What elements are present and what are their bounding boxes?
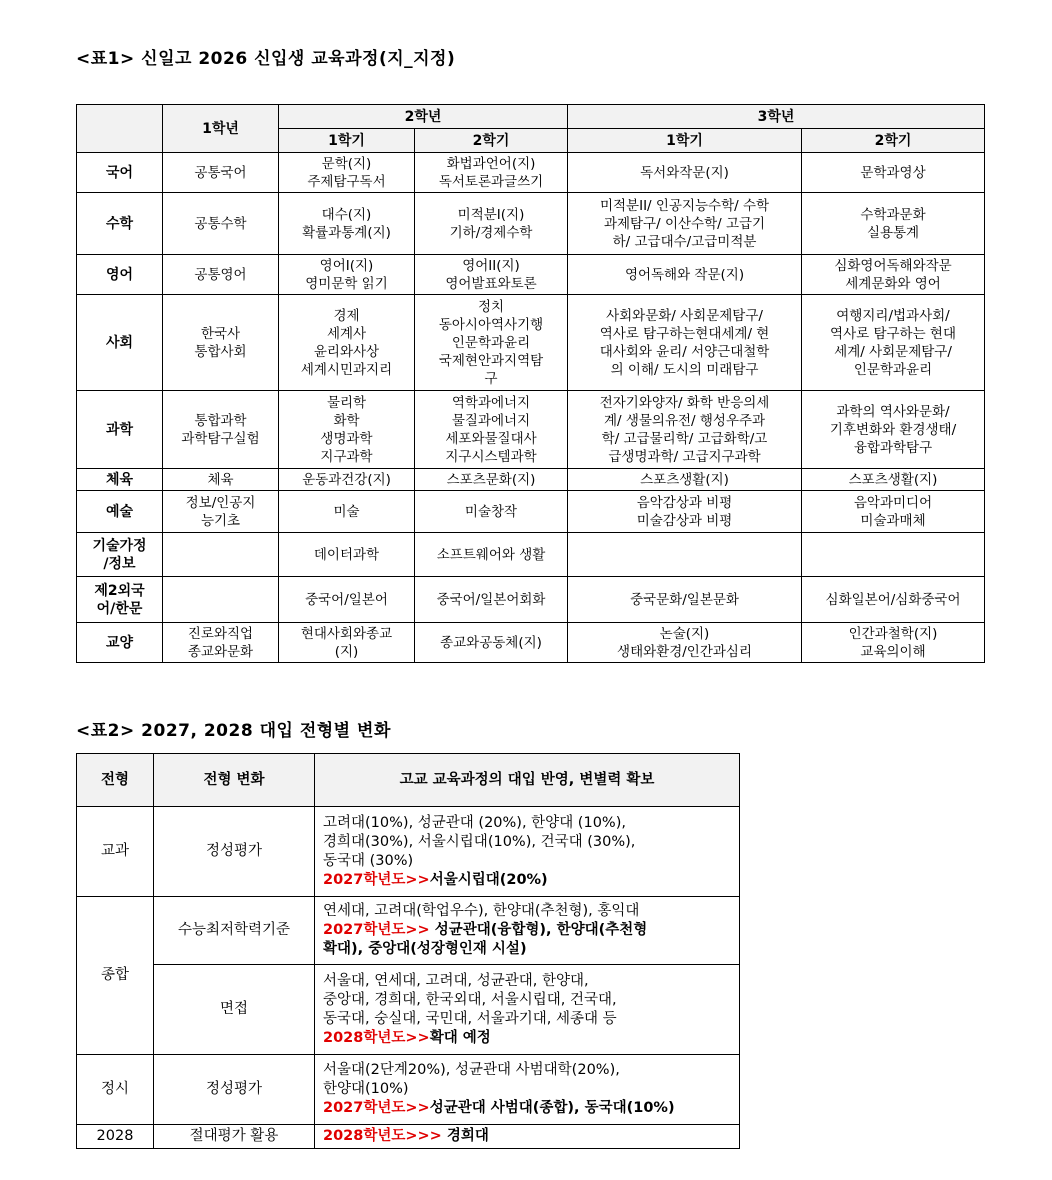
detail-cell	[315, 1125, 740, 1149]
year-highlight: 2028학년도>>	[323, 1029, 430, 1046]
subject-cell: 과학	[77, 391, 163, 469]
detail-note	[323, 1099, 731, 1118]
type-cell: 종합	[77, 897, 154, 1055]
g3s1-cell: 스포츠생활(지)	[568, 469, 802, 491]
g3s1-cell: 미적분II/ 인공지능수학/ 수학 과제탐구/ 이산수학/ 고급기 하/ 고급대수/고급미적분	[568, 193, 802, 255]
header-type: 전형	[77, 754, 154, 807]
year-highlight: 2027학년도>>	[323, 922, 430, 938]
header-reflect: 고교 교육과정의 대입 반영, 변별력 확보	[315, 754, 740, 807]
detail-line: 경희대(30%), 서울시립대(10%), 건국대 (30%),	[323, 833, 636, 850]
detail-note	[323, 871, 731, 890]
header-g3-sem1: 1학기	[568, 129, 802, 153]
detail-note	[323, 921, 731, 940]
header-g3-sem2: 2학기	[802, 129, 985, 153]
table1-title: <표1> 신일고 2026 신입생 교육과정(지_지정)	[76, 49, 456, 69]
header-corner	[77, 105, 163, 153]
grade1-cell: 공통영어	[163, 255, 279, 295]
g2s1-cell: 경제 세계사 윤리와사상 세계시민과지리	[279, 295, 415, 391]
g2s1-cell: 중국어/일본어	[279, 577, 415, 623]
subject-cell: 체육	[77, 469, 163, 491]
type-cell: 2028	[77, 1125, 154, 1149]
subject-cell: 교양	[77, 623, 163, 663]
subject-cell: 제2외국 어/한문	[77, 577, 163, 623]
grade1-cell	[163, 577, 279, 623]
g2s1-cell: 미술	[279, 491, 415, 533]
g3s2-cell: 여행지리/법과사회/ 역사로 탐구하는 현대 세계/ 사회문제탐구/ 인문학과윤리	[802, 295, 985, 391]
grade1-cell: 정보/인공지 능기초	[163, 491, 279, 533]
detail-cell	[315, 1055, 740, 1125]
g2s1-cell: 대수(지) 확률과통계(지)	[279, 193, 415, 255]
g3s1-cell: 중국문화/일본문화	[568, 577, 802, 623]
g2s2-cell: 미적분I(지) 기하/경제수학	[415, 193, 568, 255]
header-g2-sem1: 1학기	[279, 129, 415, 153]
change-cell: 정성평가	[154, 807, 315, 897]
detail-line: 서울대, 연세대, 고려대, 성균관대, 한양대,	[323, 972, 589, 989]
table2-title: <표2> 2027, 2028 대입 전형별 변화	[76, 721, 391, 741]
g3s1-cell: 사회와문화/ 사회문제탐구/ 역사로 탐구하는현대세계/ 현 대사회와 윤리/ 서양근대철학 의 이해/ 도시의 미래탐구	[568, 295, 802, 391]
g2s2-cell: 스포츠문화(지)	[415, 469, 568, 491]
grade1-cell	[163, 533, 279, 577]
g3s2-cell: 수학과문화 실용통계	[802, 193, 985, 255]
g2s2-cell: 중국어/일본어회화	[415, 577, 568, 623]
grade1-cell: 통합과학 과학탐구실험	[163, 391, 279, 469]
g2s2-cell: 소프트웨어와 생활	[415, 533, 568, 577]
subject-cell: 영어	[77, 255, 163, 295]
g3s1-cell	[568, 533, 802, 577]
g2s1-cell: 현대사회와종교 (지)	[279, 623, 415, 663]
g3s2-cell: 심화영어독해와작문 세계문화와 영어	[802, 255, 985, 295]
g2s2-cell: 화법과언어(지) 독서토론과글쓰기	[415, 153, 568, 193]
header-g2-sem2: 2학기	[415, 129, 568, 153]
header-grade2: 2학년	[279, 105, 568, 129]
grade1-cell: 공통수학	[163, 193, 279, 255]
g3s2-cell: 심화일본어/심화중국어	[802, 577, 985, 623]
detail-line: 동국대 (30%)	[323, 852, 414, 869]
g3s2-cell	[802, 533, 985, 577]
grade1-cell: 진로와직업 종교와문화	[163, 623, 279, 663]
grade1-cell: 체육	[163, 469, 279, 491]
note-text: 확대 예정	[429, 1029, 491, 1046]
header-grade3: 3학년	[568, 105, 985, 129]
g3s2-cell: 인간과철학(지) 교육의이해	[802, 623, 985, 663]
g3s2-cell: 음악과미디어 미술과매체	[802, 491, 985, 533]
g2s2-cell: 종교와공동체(지)	[415, 623, 568, 663]
g2s1-cell: 영어I(지) 영미문학 읽기	[279, 255, 415, 295]
grade1-cell: 공통국어	[163, 153, 279, 193]
header-change: 전형 변화	[154, 754, 315, 807]
g2s1-cell: 데이터과학	[279, 533, 415, 577]
detail-line: 한양대(10%)	[323, 1081, 409, 1097]
subject-cell: 기술가정 /정보	[77, 533, 163, 577]
g2s2-cell: 미술창작	[415, 491, 568, 533]
g3s2-cell: 문학과영상	[802, 153, 985, 193]
year-highlight: 2027학년도>>	[323, 871, 430, 888]
year-highlight: 2028학년도>>>	[323, 1128, 442, 1144]
g2s1-cell: 문학(지) 주제탐구독서	[279, 153, 415, 193]
curriculum-table	[76, 104, 985, 663]
subject-cell: 예술	[77, 491, 163, 533]
grade1-cell: 한국사 통합사회	[163, 295, 279, 391]
detail-cell	[315, 807, 740, 897]
note-text: 성균관대(융합형), 한양대(추천형	[429, 922, 648, 938]
note-text: 확대), 중앙대(성장형인재 시설)	[323, 941, 527, 957]
g3s1-cell: 독서와작문(지)	[568, 153, 802, 193]
detail-cell	[315, 965, 740, 1055]
subject-cell: 수학	[77, 193, 163, 255]
g3s1-cell: 전자기와양자/ 화학 반응의세 계/ 생물의유전/ 행성우주과 학/ 고급물리학/ 고급화학/고 급생명과학/ 고급지구과학	[568, 391, 802, 469]
g2s1-cell: 운동과건강(지)	[279, 469, 415, 491]
header-grade1: 1학년	[163, 105, 279, 153]
g3s1-cell: 음악감상과 비평 미술감상과 비평	[568, 491, 802, 533]
detail-line: 연세대, 고려대(학업우수), 한양대(추천형), 홍익대	[323, 903, 640, 919]
admissions-table	[76, 753, 740, 1149]
g2s2-cell: 정치 동아시아역사기행 인문학과윤리 국제현안과지역탐 구	[415, 295, 568, 391]
g3s1-cell: 영어독해와 작문(지)	[568, 255, 802, 295]
detail-line: 고려대(10%), 성균관대 (20%), 한양대 (10%),	[323, 814, 626, 831]
change-cell: 면접	[154, 965, 315, 1055]
detail-note	[323, 1029, 731, 1048]
note-text: 경희대	[441, 1128, 489, 1144]
type-cell: 교과	[77, 807, 154, 897]
change-cell: 정성평가	[154, 1055, 315, 1125]
detail-line: 서울대(2단계20%), 성균관대 사범대학(20%),	[323, 1062, 620, 1078]
year-highlight: 2027학년도>>	[323, 1100, 430, 1116]
subject-cell: 사회	[77, 295, 163, 391]
g2s1-cell: 물리학 화학 생명과학 지구과학	[279, 391, 415, 469]
g3s1-cell: 논술(지) 생태와환경/인간과심리	[568, 623, 802, 663]
g3s2-cell: 스포츠생활(지)	[802, 469, 985, 491]
change-cell: 수능최저학력기준	[154, 897, 315, 965]
detail-line: 동국대, 숭실대, 국민대, 서울과기대, 세종대 등	[323, 1010, 617, 1027]
detail-line: 중앙대, 경희대, 한국외대, 서울시립대, 건국대,	[323, 991, 617, 1008]
note-text: 서울시립대(20%)	[429, 871, 548, 888]
subject-cell: 국어	[77, 153, 163, 193]
g2s2-cell: 역학과에너지 물질과에너지 세포와물질대사 지구시스템과학	[415, 391, 568, 469]
detail-note	[323, 1127, 731, 1146]
note-text: 성균관대 사범대(종합), 동국대(10%)	[429, 1100, 675, 1116]
change-cell: 절대평가 활용	[154, 1125, 315, 1149]
g3s2-cell: 과학의 역사와문화/ 기후변화와 환경생태/ 융합과학탐구	[802, 391, 985, 469]
type-cell: 정시	[77, 1055, 154, 1125]
g2s2-cell: 영어II(지) 영어발표와토론	[415, 255, 568, 295]
detail-cell	[315, 897, 740, 965]
